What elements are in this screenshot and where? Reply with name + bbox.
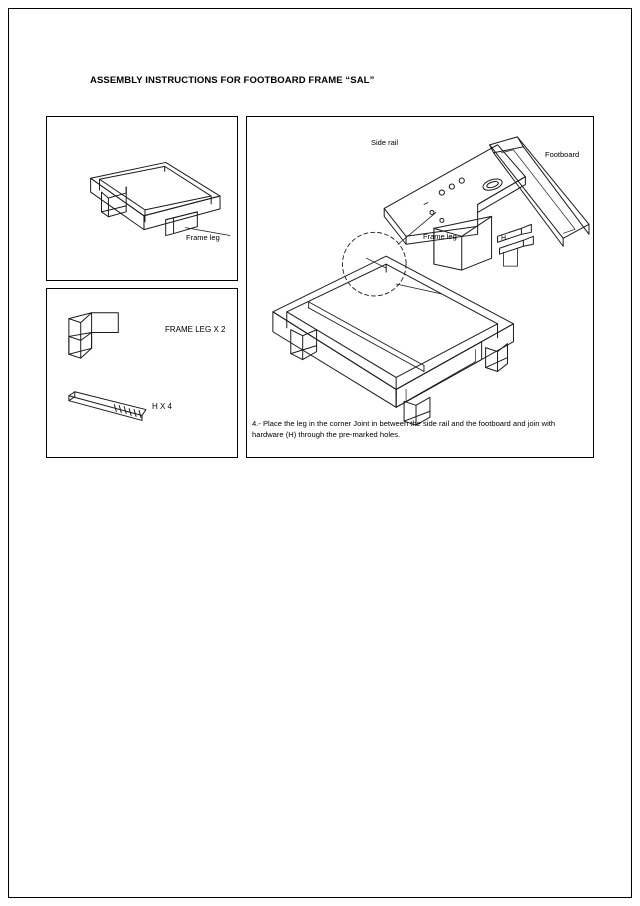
step-frame-leg-label: Frame leg [423, 232, 457, 241]
step-caption-text: 4.- Place the leg in the corner Joint in between the side rail and the footboard and join with hardware (H) through the pre-marked holes. [252, 419, 556, 439]
overview-frame-leg-label: Frame leg [186, 233, 220, 242]
step-panel [246, 116, 594, 458]
overview-frame-illustration [47, 117, 237, 280]
parts-illustration [47, 289, 237, 457]
step-footboard-label: Footboard [545, 150, 580, 159]
page-title: ASSEMBLY INSTRUCTIONS FOR FOOTBOARD FRAME “SAL” [90, 75, 375, 86]
step-hardware-h-label: H [501, 235, 507, 242]
parts-hardware-h-label: H X 4 [152, 402, 173, 411]
parts-panel [46, 288, 238, 458]
step-side-rail-label: Side rail [371, 138, 399, 147]
step-illustration [247, 117, 593, 457]
parts-frame-leg-label: FRAME LEG X 2 [165, 325, 226, 334]
overview-panel [46, 116, 238, 281]
